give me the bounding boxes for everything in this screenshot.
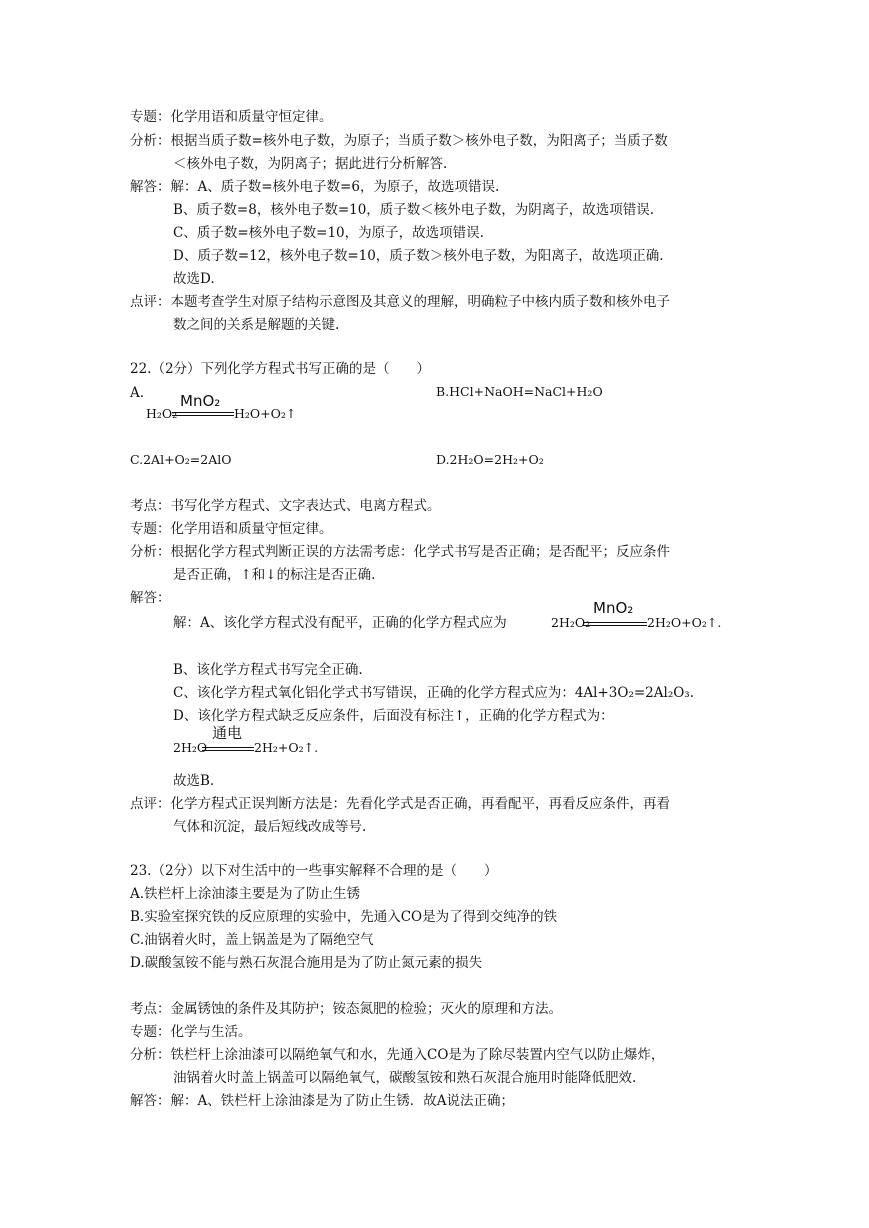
- reaction-arrow-bar: [172, 412, 234, 416]
- knowledge-point-line: 考点：金属锈蚀的条件及其防护；铵态氮肥的检验；灭火的原理和方法。: [130, 1001, 562, 1017]
- knowledge-point-line: 考点：书写化学方程式、文字表达式、电离方程式。: [130, 498, 441, 514]
- answer-option-d: D、该化学方程式缺乏反应条件，后面没有标注↑，正确的化学方程式为：: [173, 708, 614, 724]
- option-c: C.油锅着火时，盖上锅盖是为了隔绝空气: [130, 932, 374, 948]
- answer-d-product: 2H₂+O₂↑.: [254, 740, 319, 755]
- option-d: D.碳酸氢铵不能与熟石灰混合施用是为了防止氮元素的损失: [130, 955, 483, 971]
- option-a-label: A.: [130, 385, 145, 401]
- answer-option-b: B、质子数=8，核外电子数=10，质子数＜核外电子数，为阴离子，故选项错误.: [173, 202, 655, 218]
- option-c: C.2Al+O₂=2AlO: [130, 452, 232, 467]
- answer-option-b: B、该化学方程式书写完全正确.: [173, 662, 363, 678]
- analysis-line: 分析：铁栏杆上涂油漆可以隔绝氧气和水，先通入CO是为了除尽装置内空气以防止爆炸，: [130, 1047, 665, 1063]
- question-23-stem: 23.（2分）以下对生活中的一些事实解释不合理的是（ ）: [130, 863, 498, 879]
- analysis-line-cont: 油锅着火时盖上锅盖可以隔绝氧气，碳酸氢铵和熟石灰混合施用时能降低肥效.: [173, 1070, 637, 1086]
- option-b: B.HCl+NaOH=NaCl+H₂O: [436, 384, 603, 399]
- answer-a-product: 2H₂O+O₂↑.: [647, 615, 722, 630]
- answer-option-d: D、质子数=12，核外电子数=10，质子数＞核外电子数，为阳离子，故选项正确.: [173, 248, 664, 264]
- option-a-product: H₂O+O₂↑: [234, 406, 297, 421]
- analysis-line: 分析：根据化学方程式判断正误的方法需考虑：化学式书写是否正确；是否配平；反应条件: [130, 544, 670, 560]
- answer-d-reactant: 2H₂O: [173, 740, 208, 755]
- answer-conclusion: 故选B.: [173, 773, 215, 789]
- analysis-line: 分析：根据当质子数=核外电子数，为原子；当质子数＞核外电子数，为阳离子；当质子数: [130, 133, 668, 149]
- answer-line: 解答：解：A、质子数=核外电子数=6，为原子，故选项错误.: [130, 179, 500, 195]
- option-a-reactant: H₂O₂: [146, 406, 178, 421]
- option-b: B.实验室探究铁的反应原理的实验中，先通入CO是为了得到交纯净的铁: [130, 909, 558, 925]
- answer-a-reactant: 2H₂O₂: [551, 615, 591, 630]
- catalyst-mno2-label: MnO₂: [593, 599, 634, 617]
- reaction-arrow-bar: [583, 622, 647, 626]
- question-22-stem: 22.（2分）下列化学方程式书写正确的是（ ）: [130, 361, 431, 377]
- option-a: A.铁栏杆上涂油漆主要是为了防止生锈: [130, 886, 361, 902]
- topic-line: 专题：化学用语和质量守恒定律。: [130, 109, 333, 125]
- comment-line: 点评：本题考查学生对原子结构示意图及其意义的理解，明确粒子中核内质子数和核外电子: [130, 294, 670, 310]
- comment-line-cont: 气体和沉淀，最后短线改成等号.: [173, 819, 367, 835]
- answer-conclusion: 故选D.: [173, 271, 215, 287]
- catalyst-mno2-label: MnO₂: [180, 392, 221, 410]
- reaction-arrow-bar: [202, 747, 254, 751]
- answer-option-c: C、质子数=核外电子数=10，为原子，故选项错误.: [173, 225, 484, 241]
- analysis-line-cont: 是否正确，↑和↓的标注是否正确.: [173, 567, 376, 583]
- comment-line: 点评：化学方程式正误判断方法是：先看化学式是否正确，再看配平，再看反应条件，再看: [130, 796, 670, 812]
- comment-line-cont: 数之间的关系是解题的关键.: [173, 317, 340, 333]
- condition-electricity-label: 通电: [212, 724, 243, 742]
- topic-line: 专题：化学与生活。: [130, 1024, 252, 1040]
- analysis-line-cont: ＜核外电子数，为阴离子；据此进行分析解答.: [173, 156, 448, 172]
- answer-line: 解答：解：A、铁栏杆上涂油漆是为了防止生锈．故A说法正确；: [130, 1093, 514, 1109]
- topic-line: 专题：化学用语和质量守恒定律。: [130, 521, 333, 537]
- option-d: D.2H₂O=2H₂+O₂: [436, 452, 544, 467]
- answer-heading: 解答：: [130, 590, 171, 606]
- answer-option-a: 解：A、该化学方程式没有配平，正确的化学方程式应为: [173, 615, 507, 631]
- answer-option-c: C、该化学方程式氧化铝化学式书写错误，正确的化学方程式应为：4Al+3O₂=2Al₂O₃.: [173, 685, 695, 701]
